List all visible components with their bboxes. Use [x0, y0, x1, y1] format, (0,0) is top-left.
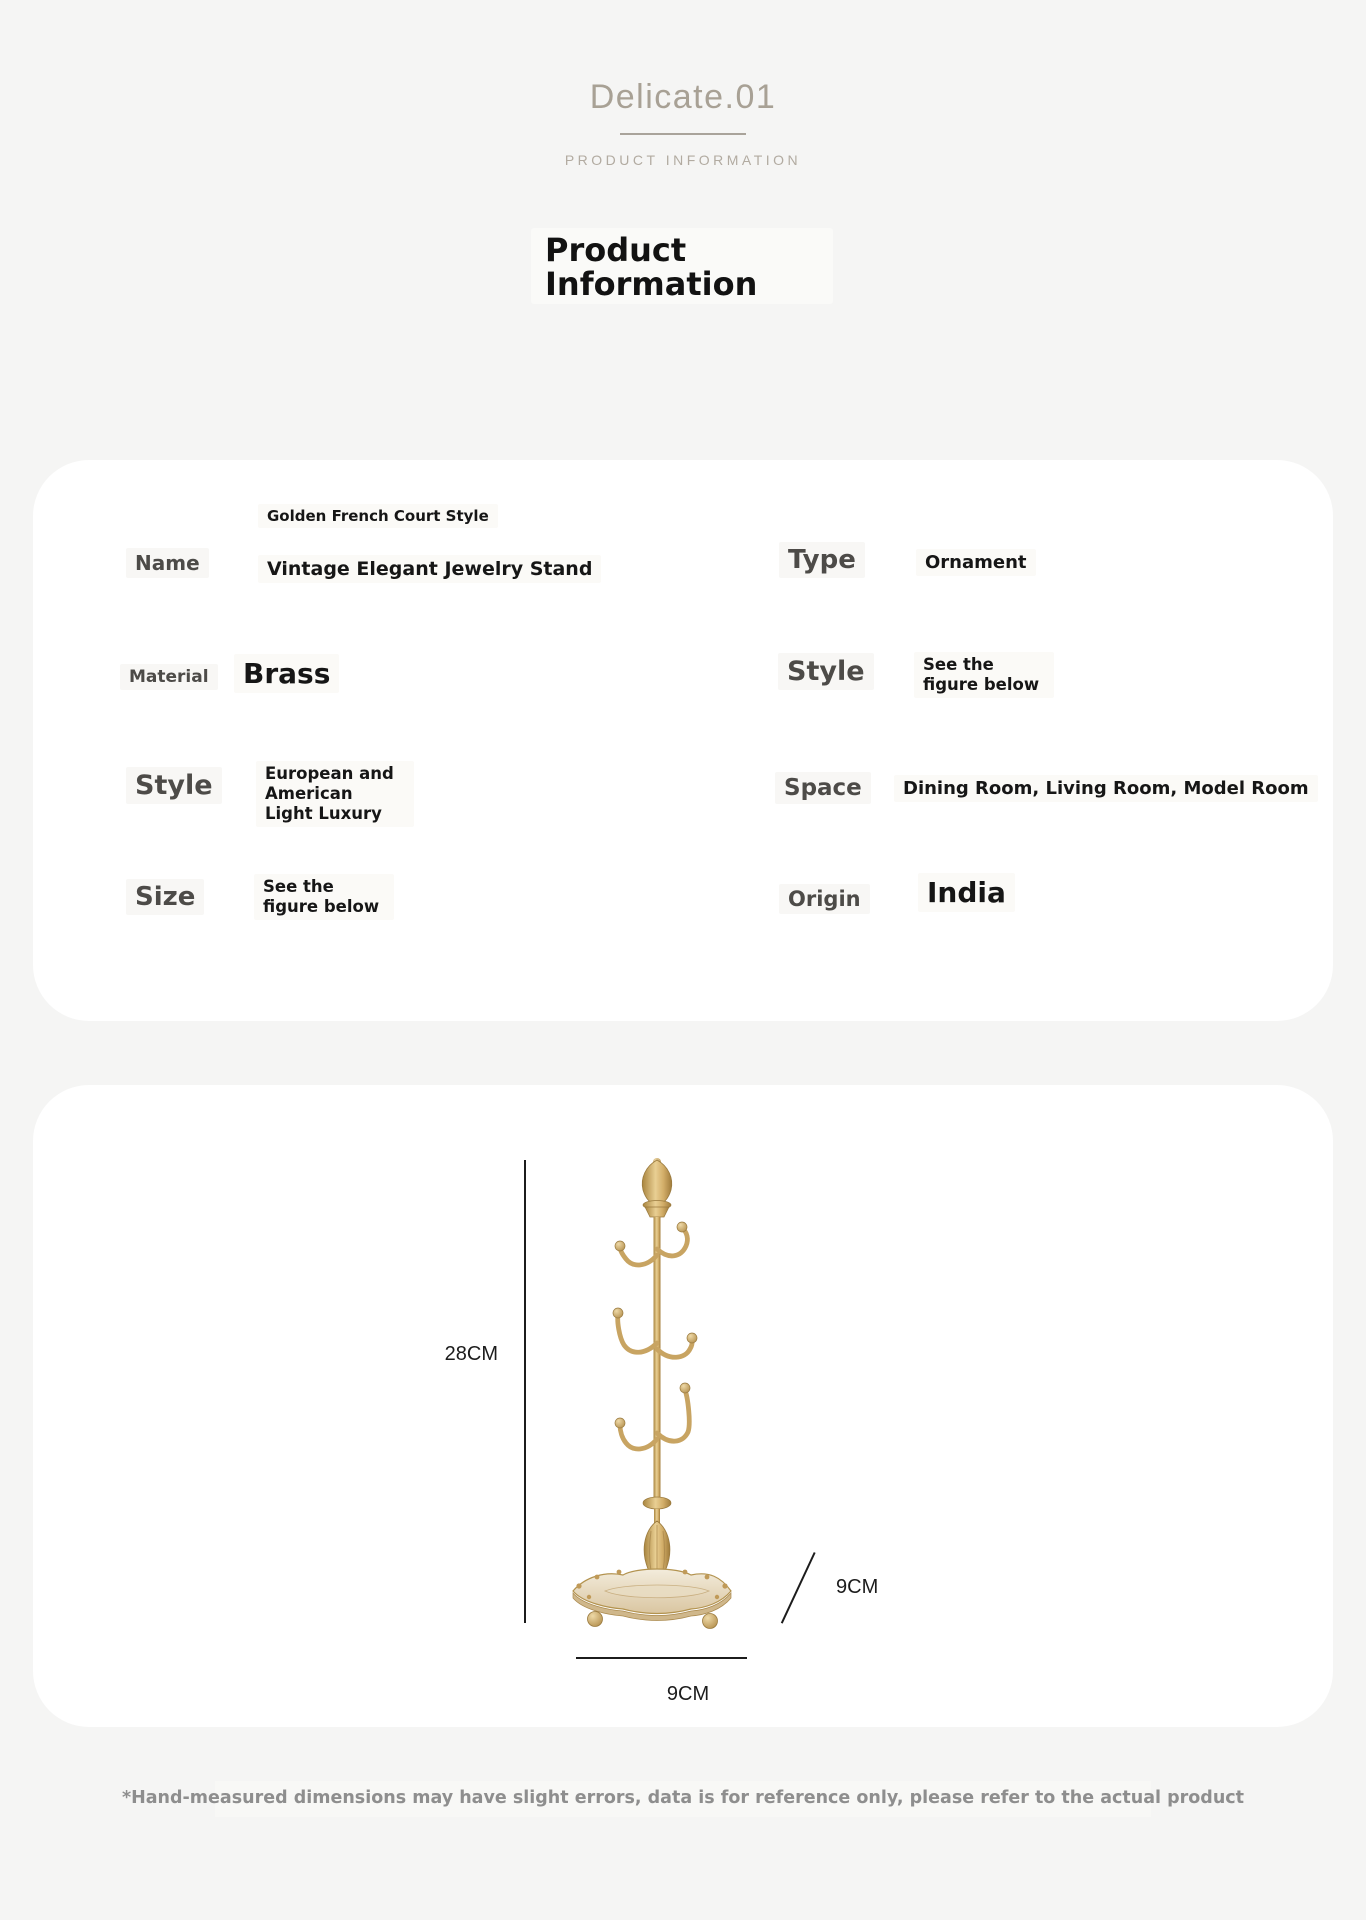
spec-label-size: Size [126, 879, 204, 915]
page-title: Product Information [545, 231, 758, 303]
spec-value-size: See the figure below [254, 874, 394, 920]
spec-note-name: Golden French Court Style [258, 504, 498, 528]
depth-dimension-line [781, 1552, 815, 1623]
height-dimension-line [524, 1160, 526, 1623]
spec-label-origin: Origin [779, 884, 870, 914]
spec-label-space: Space [775, 772, 871, 804]
spec-value-material: Brass [234, 654, 339, 693]
spec-value-name: Vintage Elegant Jewelry Stand [258, 555, 601, 583]
height-dimension-label: 28CM [444, 1343, 498, 1365]
footer-disclaimer: *Hand-measured dimensions may have slight errors, data is for reference only, please refer to the actual product [121, 1788, 1245, 1808]
width-dimension-label: 9CM [666, 1683, 710, 1705]
spec-label-style-right: Style [778, 653, 874, 690]
size-figure-card [33, 1085, 1333, 1727]
spec-value-space: Dining Room, Living Room, Model Room [894, 775, 1318, 802]
brass-jewelry-stand-image [545, 1153, 765, 1633]
spec-value-style-left: European and American Light Luxury [256, 761, 414, 827]
spec-label-material: Material [120, 664, 218, 690]
spec-label-name: Name [126, 548, 209, 578]
spec-card [33, 460, 1333, 1021]
spec-label-type: Type [779, 542, 865, 578]
width-dimension-line [576, 1657, 747, 1659]
brand-tagline: PRODUCT INFORMATION [564, 152, 802, 168]
logo-divider [620, 133, 746, 135]
brand-logo: Delicate.01 [589, 78, 777, 116]
depth-dimension-label: 9CM [836, 1576, 879, 1598]
spec-value-origin: India [918, 873, 1015, 912]
spec-label-style-left: Style [126, 767, 222, 804]
spec-value-style-right: See the figure below [914, 652, 1054, 698]
spec-value-type: Ornament [916, 549, 1036, 576]
